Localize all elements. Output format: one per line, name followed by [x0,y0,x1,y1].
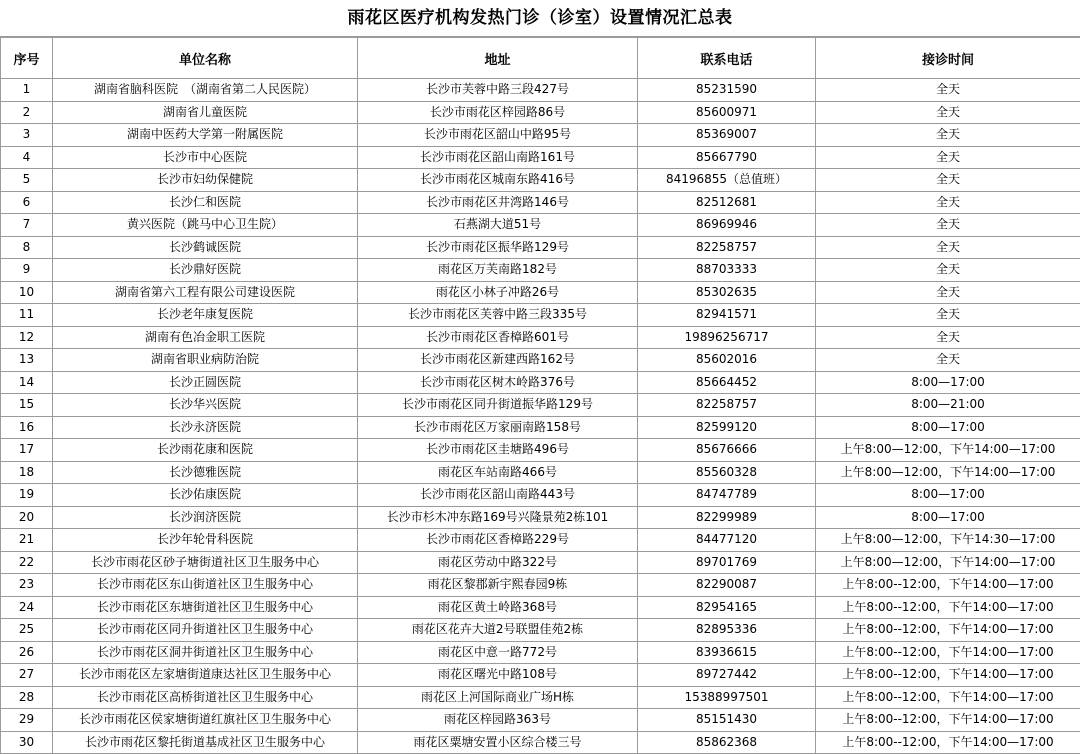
cell-no: 14 [1,371,53,394]
cell-no: 10 [1,281,53,304]
cell-address: 长沙市雨花区香樟路601号 [358,326,638,349]
cell-hours: 上午8:00--12:00，下午14:00—17:00 [816,596,1080,619]
cell-name: 长沙市雨花区高桥街道社区卫生服务中心 [53,686,358,709]
table-row [1,191,1080,214]
cell-no: 29 [1,709,53,732]
table-body [1,79,1080,754]
table-row [1,101,1080,124]
cell-phone: 82941571 [638,304,816,327]
header-row [1,38,1080,79]
cell-phone: 85664452 [638,371,816,394]
cell-address: 长沙市芙蓉中路三段427号 [358,79,638,102]
cell-hours: 上午8:00--12:00，下午14:00—17:00 [816,686,1080,709]
table-row [1,79,1080,102]
cell-name: 黄兴医院（跳马中心卫生院） [53,214,358,237]
table-row [1,281,1080,304]
cell-hours: 全天 [816,259,1080,282]
cell-address: 长沙市雨花区树木岭路376号 [358,371,638,394]
cell-address: 雨花区黎郡新宇熙春园9栋 [358,574,638,597]
cell-hours: 全天 [816,146,1080,169]
cell-name: 长沙市雨花区东塘街道社区卫生服务中心 [53,596,358,619]
cell-hours: 全天 [816,169,1080,192]
cell-address: 雨花区黄土岭路368号 [358,596,638,619]
cell-no: 11 [1,304,53,327]
header-hours: 接诊时间 [816,38,1080,79]
table-row [1,304,1080,327]
cell-phone: 82258757 [638,236,816,259]
cell-no: 1 [1,79,53,102]
header-address: 地址 [358,38,638,79]
cell-name: 长沙年轮骨科医院 [53,529,358,552]
table-row [1,326,1080,349]
table-title: 雨花区医疗机构发热门诊（诊室）设置情况汇总表 [0,0,1080,37]
table-row [1,574,1080,597]
cell-hours: 上午8:00—12:00，下午14:00—17:00 [816,461,1080,484]
cell-name: 湖南中医药大学第一附属医院 [53,124,358,147]
cell-no: 21 [1,529,53,552]
table-row [1,686,1080,709]
cell-address: 长沙市雨花区圭塘路496号 [358,439,638,462]
cell-phone: 82258757 [638,394,816,417]
table-row [1,551,1080,574]
cell-address: 长沙市雨花区韶山南路443号 [358,484,638,507]
cell-name: 长沙华兴医院 [53,394,358,417]
cell-phone: 85560328 [638,461,816,484]
cell-hours: 8:00—17:00 [816,506,1080,529]
cell-hours: 上午8:00--12:00，下午14:00—17:00 [816,619,1080,642]
cell-no: 15 [1,394,53,417]
cell-address: 长沙市雨花区韶山中路95号 [358,124,638,147]
cell-hours: 上午8:00--12:00，下午14:00—17:00 [816,731,1080,754]
cell-phone: 85600971 [638,101,816,124]
cell-hours: 全天 [816,101,1080,124]
cell-hours: 上午8:00—12:00，下午14:30—17:00 [816,529,1080,552]
cell-no: 28 [1,686,53,709]
cell-no: 9 [1,259,53,282]
cell-phone: 85369007 [638,124,816,147]
table-row [1,169,1080,192]
cell-address: 长沙市雨花区井湾路146号 [358,191,638,214]
cell-phone: 83936615 [638,641,816,664]
cell-hours: 全天 [816,124,1080,147]
table-row [1,349,1080,372]
header-phone: 联系电话 [638,38,816,79]
cell-address: 长沙市雨花区香樟路229号 [358,529,638,552]
table-row [1,259,1080,282]
cell-address: 雨花区曙光中路108号 [358,664,638,687]
cell-no: 4 [1,146,53,169]
cell-no: 8 [1,236,53,259]
cell-address: 雨花区小林子冲路26号 [358,281,638,304]
cell-name: 长沙市雨花区同升街道社区卫生服务中心 [53,619,358,642]
table-row [1,641,1080,664]
cell-phone: 84747789 [638,484,816,507]
cell-address: 长沙市雨花区万家丽南路158号 [358,416,638,439]
cell-hours: 上午8:00--12:00，下午14:00—17:00 [816,709,1080,732]
cell-phone: 82599120 [638,416,816,439]
cell-no: 17 [1,439,53,462]
cell-no: 12 [1,326,53,349]
cell-address: 长沙市雨花区韶山南路161号 [358,146,638,169]
cell-name: 长沙市雨花区左家塘街道康达社区卫生服务中心 [53,664,358,687]
cell-address: 雨花区上河国际商业广场H栋 [358,686,638,709]
cell-phone: 89701769 [638,551,816,574]
cell-no: 22 [1,551,53,574]
cell-no: 27 [1,664,53,687]
cell-hours: 8:00—17:00 [816,371,1080,394]
cell-address: 长沙市雨花区新建西路162号 [358,349,638,372]
cell-name: 长沙市雨花区黎托街道基成社区卫生服务中心 [53,731,358,754]
header-name: 单位名称 [53,38,358,79]
table-row [1,529,1080,552]
cell-phone: 85667790 [638,146,816,169]
cell-phone: 89727442 [638,664,816,687]
table-row [1,236,1080,259]
cell-no: 7 [1,214,53,237]
cell-name: 长沙老年康复医院 [53,304,358,327]
table-row [1,596,1080,619]
cell-address: 雨花区劳动中路322号 [358,551,638,574]
table-row [1,371,1080,394]
cell-hours: 全天 [816,281,1080,304]
cell-no: 19 [1,484,53,507]
cell-name: 长沙佑康医院 [53,484,358,507]
header-no: 序号 [1,38,53,79]
cell-phone: 82954165 [638,596,816,619]
cell-name: 长沙仁和医院 [53,191,358,214]
cell-name: 长沙市妇幼保健院 [53,169,358,192]
cell-phone: 84196855（总值班） [638,169,816,192]
cell-address: 雨花区中意一路772号 [358,641,638,664]
cell-no: 25 [1,619,53,642]
cell-address: 石燕湖大道51号 [358,214,638,237]
cell-phone: 85302635 [638,281,816,304]
table-row [1,709,1080,732]
cell-name: 长沙德雅医院 [53,461,358,484]
cell-hours: 上午8:00—12:00，下午14:00—17:00 [816,439,1080,462]
cell-address: 长沙市雨花区同升街道振华路129号 [358,394,638,417]
cell-phone: 15388997501 [638,686,816,709]
cell-name: 湖南省儿童医院 [53,101,358,124]
fever-clinic-table [0,37,1080,754]
cell-name: 长沙雨花康和医院 [53,439,358,462]
cell-phone: 86969946 [638,214,816,237]
cell-address: 雨花区花卉大道2号联盟佳苑2栋 [358,619,638,642]
cell-phone: 82895336 [638,619,816,642]
cell-name: 湖南省职业病防治院 [53,349,358,372]
cell-no: 23 [1,574,53,597]
cell-address: 长沙市雨花区振华路129号 [358,236,638,259]
table-row [1,394,1080,417]
cell-no: 20 [1,506,53,529]
table-row [1,146,1080,169]
table-row [1,416,1080,439]
table-row [1,124,1080,147]
cell-hours: 上午8:00—12:00，下午14:00—17:00 [816,551,1080,574]
cell-phone: 82512681 [638,191,816,214]
cell-hours: 上午8:00--12:00，下午14:00—17:00 [816,641,1080,664]
cell-phone: 19896256717 [638,326,816,349]
cell-name: 湖南省脑科医院 （湖南省第二人民医院） [53,79,358,102]
cell-address: 长沙市杉木冲东路169号兴隆景苑2栋101 [358,506,638,529]
cell-address: 长沙市雨花区芙蓉中路三段335号 [358,304,638,327]
cell-no: 13 [1,349,53,372]
cell-hours: 全天 [816,304,1080,327]
cell-hours: 全天 [816,349,1080,372]
cell-name: 长沙永济医院 [53,416,358,439]
cell-name: 长沙正圆医院 [53,371,358,394]
table-row [1,461,1080,484]
cell-no: 2 [1,101,53,124]
cell-phone: 85231590 [638,79,816,102]
cell-name: 长沙鹤诚医院 [53,236,358,259]
cell-hours: 8:00—17:00 [816,484,1080,507]
cell-no: 6 [1,191,53,214]
cell-no: 5 [1,169,53,192]
table-row [1,214,1080,237]
cell-no: 18 [1,461,53,484]
cell-address: 长沙市雨花区城南东路416号 [358,169,638,192]
cell-name: 湖南有色冶金职工医院 [53,326,358,349]
cell-phone: 85602016 [638,349,816,372]
cell-phone: 85862368 [638,731,816,754]
cell-hours: 全天 [816,191,1080,214]
table-row [1,484,1080,507]
cell-no: 30 [1,731,53,754]
cell-no: 26 [1,641,53,664]
cell-name: 长沙润济医院 [53,506,358,529]
cell-address: 雨花区梓园路363号 [358,709,638,732]
cell-name: 长沙市雨花区东山街道社区卫生服务中心 [53,574,358,597]
cell-address: 雨花区粟塘安置小区综合楼三号 [358,731,638,754]
cell-name: 湖南省第六工程有限公司建设医院 [53,281,358,304]
cell-hours: 全天 [816,236,1080,259]
cell-hours: 全天 [816,326,1080,349]
table-row [1,731,1080,754]
cell-hours: 上午8:00--12:00，下午14:00—17:00 [816,664,1080,687]
cell-no: 3 [1,124,53,147]
cell-phone: 88703333 [638,259,816,282]
cell-name: 长沙市雨花区洞井街道社区卫生服务中心 [53,641,358,664]
cell-hours: 全天 [816,79,1080,102]
cell-phone: 82290087 [638,574,816,597]
cell-hours: 8:00—17:00 [816,416,1080,439]
cell-phone: 82299989 [638,506,816,529]
cell-name: 长沙鼎好医院 [53,259,358,282]
cell-address: 长沙市雨花区梓园路86号 [358,101,638,124]
cell-phone: 84477120 [638,529,816,552]
cell-name: 长沙市雨花区砂子塘街道社区卫生服务中心 [53,551,358,574]
cell-phone: 85676666 [638,439,816,462]
cell-hours: 8:00—21:00 [816,394,1080,417]
cell-hours: 上午8:00--12:00，下午14:00—17:00 [816,574,1080,597]
cell-phone: 85151430 [638,709,816,732]
cell-name: 长沙市雨花区侯家塘街道红旗社区卫生服务中心 [53,709,358,732]
cell-hours: 全天 [816,214,1080,237]
table-row [1,664,1080,687]
table-row [1,439,1080,462]
cell-address: 雨花区万芙南路182号 [358,259,638,282]
cell-no: 16 [1,416,53,439]
cell-address: 雨花区车站南路466号 [358,461,638,484]
table-row [1,619,1080,642]
cell-no: 24 [1,596,53,619]
cell-name: 长沙市中心医院 [53,146,358,169]
table-row [1,506,1080,529]
